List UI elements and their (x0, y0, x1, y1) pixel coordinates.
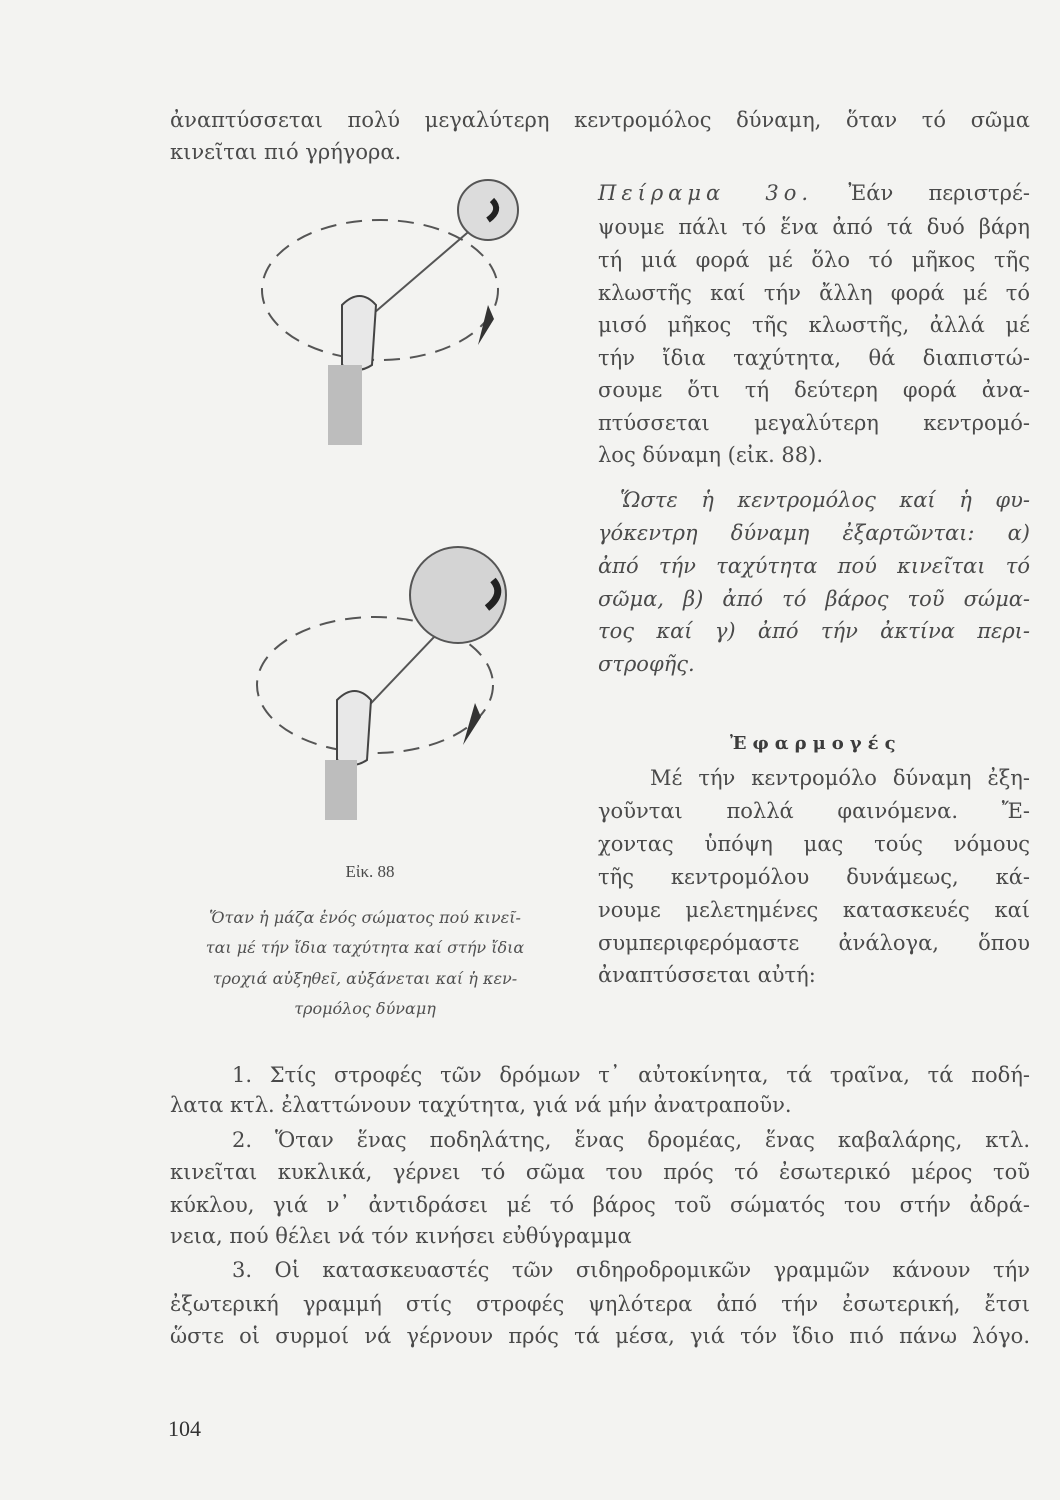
text-line: κινεῖται πιό γρήγορα. (170, 140, 402, 164)
text-line: ψουμε πάλι τό ἕνα ἀπό τά δυό βάρη (598, 215, 1030, 239)
text-line: τή μιά φορά μέ ὅλο τό μῆκος τῆς (598, 248, 1030, 272)
text-line: κλωστῆς καί τήν ἄλλη φορά μέ τό (598, 281, 1030, 305)
figure-long-string (230, 165, 530, 465)
text-line: τήν ἴδια ταχύτητα, θά διαπιστώ- (598, 346, 1030, 370)
text-line: λατα κτλ. ἐλαττώνουν ταχύτητα, γιά νά μήν ἀνατραποῦν. (170, 1093, 792, 1117)
figure-short-string (225, 535, 525, 855)
text-line: συμπεριφερόμαστε ἀνάλογα, ὅπου (598, 931, 1030, 955)
weight-ball (458, 180, 518, 240)
text-line: τῆς κεντρομόλου δυνάμεως, κά- (598, 865, 1030, 889)
text-line: ἀναπτύσσεται πολύ μεγαλύτερη κεντρομόλος δύναμη, ὅταν τό σῶμα (170, 108, 1030, 132)
text-line: στροφῆς. (598, 652, 695, 676)
hand-icon (342, 296, 376, 370)
text-line: μισό μῆκος τῆς κλωστῆς, ἀλλά μέ (598, 313, 1030, 337)
list-item-1: 1. Στίς στροφές τῶν δρόμων τ᾽ αὐτοκίνητα, τά τραῖνα, τά ποδή- (232, 1063, 1030, 1087)
section-heading: Ἐφαρμογές (730, 733, 902, 754)
page-number: 104 (168, 1416, 201, 1441)
text-line: ἐξωτερική γραμμή στίς στροφές ψηλότερα ἀπό τήν ἐσωτερική, ἔτσι (170, 1292, 1030, 1316)
text-line: σουμε ὅτι τή δεύτερη φορά ἀνα- (598, 378, 1030, 402)
text-line: νεια, πού θέλει νά τόν κινήσει εὐθύγραμμα (170, 1224, 632, 1248)
figure-caption-line: ται μέ τήν ἴδια ταχύτητα καί στήν ἴδια (205, 938, 525, 957)
sleeve (325, 760, 357, 820)
text-line: τος καί γ) ἀπό τήν ἀκτίνα περι- (598, 619, 1030, 643)
text-line: Ἐάν περιστρέ- (848, 181, 1030, 205)
text-line: σῶμα, β) ἀπό τό βάρος τοῦ σώμα- (598, 587, 1030, 611)
figure-label: Εἰκ. 88 (345, 862, 395, 881)
text-line: κινεῖται κυκλικά, γέρνει τό σῶμα του πρός τό ἐσωτερικό μέρος τοῦ (170, 1160, 1030, 1184)
figure-caption-line: τρομόλος δύναμη (294, 999, 436, 1018)
text-line: νουμε μελετημένες κατασκευές καί (598, 898, 1030, 922)
arrow-icon (478, 305, 494, 345)
text-line: λος δύναμη (εἰκ. 88). (598, 443, 824, 467)
text-line: ὥστε οἱ συρμοί νά γέρνουν πρός τά μέσα, γιά τόν ἴδιο πιό πάνω λόγο. (170, 1324, 1030, 1348)
hand-icon (337, 691, 371, 765)
text-line: Ὥστε ἡ κεντρομόλος καί ἡ φυ- (620, 488, 1030, 512)
list-item-3: 3. Οἱ κατασκευαστές τῶν σιδηροδρομικῶν γραμμῶν κάνουν τήν (232, 1258, 1030, 1282)
text-line: ἀναπτύσσεται αὐτή: (598, 963, 816, 987)
text-line: γόκεντρη δύναμη ἐξαρτῶνται: α) (598, 521, 1030, 545)
sleeve (328, 365, 362, 445)
text-line: ἀπό τήν ταχύτητα πού κινεῖται τό (598, 554, 1030, 578)
text-line: κύκλου, γιά ν᾽ ἀντιδράσει μέ τό βάρος τοῦ σώματός του στήν ἀδρά- (170, 1193, 1030, 1217)
text-line: πτύσσεται μεγαλύτερη κεντρομό- (598, 411, 1030, 435)
figure-caption-line: τροχιά αὐξηθεῖ, αὐξάνεται καί ἡ κεν- (212, 969, 518, 988)
text-line: χοντας ὑπόψη μας τούς νόμους (598, 832, 1030, 856)
experiment-first-line (598, 177, 1030, 209)
orbit-path (262, 220, 498, 360)
text-line: γοῦνται πολλά φαινόμενα. Ἔ- (598, 799, 1030, 823)
weight-ball (410, 547, 506, 643)
list-item-2: 2. Ὅταν ἕνας ποδηλάτης, ἕνας δρομέας, ἕνας καβαλάρης, κτλ. (232, 1128, 1030, 1152)
arrow-icon (463, 703, 481, 745)
figure-caption-line: Ὅταν ἡ μάζα ἑνός σώματος πού κινεῖ- (209, 908, 521, 927)
text-line: Μέ τήν κεντρομόλο δύναμη ἐξη- (650, 766, 1030, 790)
experiment-title: Πείραμα 3ο. (598, 181, 814, 205)
